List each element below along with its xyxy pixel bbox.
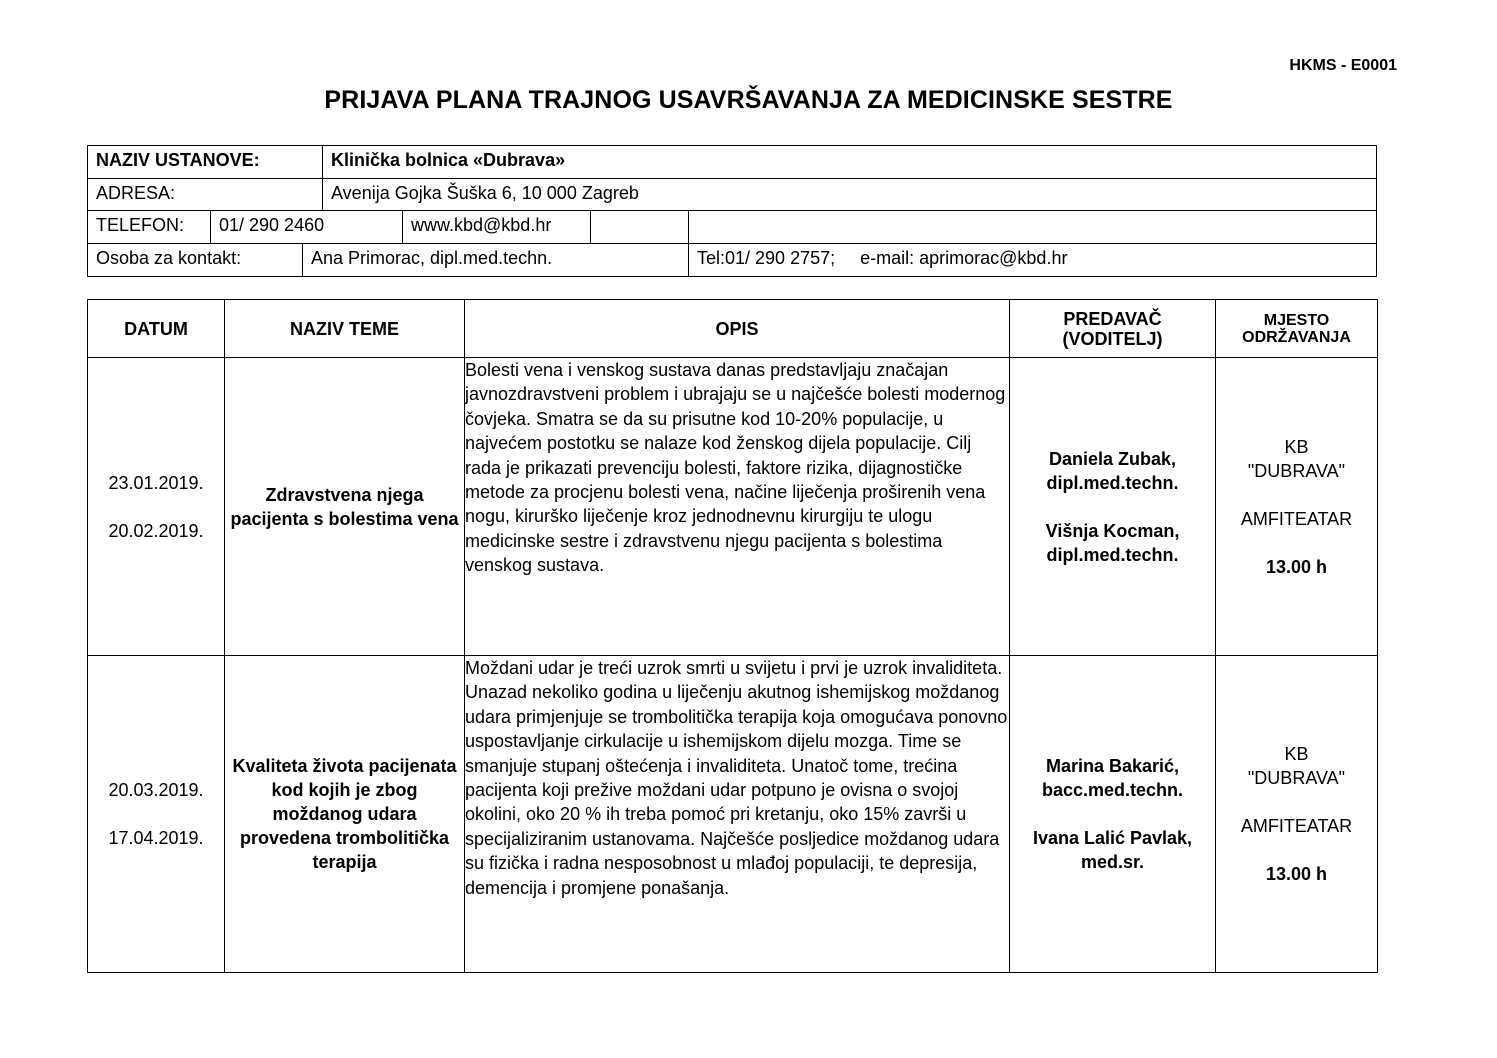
phone-row [88, 211, 1376, 244]
row-date: 17.04.2019. [108, 828, 204, 848]
venue-room: AMFITEATAR [1240, 816, 1353, 836]
contact-name: Ana Primorac, dipl.med.techn. [303, 244, 689, 277]
web-value: www.kbd@kbd.hr [403, 211, 591, 243]
row-venue [1216, 358, 1378, 656]
phone-value: 01/ 290 2460 [211, 211, 403, 243]
lecturer-name: Marina Bakarić, [1045, 756, 1180, 776]
contact-label: Osoba za kontakt: [88, 244, 303, 277]
form-code: HKMS - E0001 [1289, 57, 1397, 74]
row-topic: Kvaliteta života pacijenata kod kojih je zbog moždanog udara provedena trombolitička terapija [225, 656, 465, 973]
venue-line2: "DUBRAVA" [1247, 768, 1346, 788]
address-row [88, 179, 1376, 212]
row-lecturers [1010, 656, 1216, 973]
address-label: ADRESA: [88, 179, 323, 211]
institution-info-box [87, 145, 1377, 277]
institution-name-label: NAZIV USTANOVE: [88, 146, 323, 178]
lecturer-title: dipl.med.techn. [1046, 472, 1179, 493]
lecturer-title: dipl.med.techn. [1046, 544, 1179, 565]
address-value: Avenija Gojka Šuška 6, 10 000 Zagreb [331, 182, 639, 203]
page-title: PRIJAVA PLANA TRAJNOG USAVRŠAVANJA ZA MEDICINSKE SESTRE [324, 86, 1173, 114]
phone-label: TELEFON: [88, 211, 211, 243]
institution-name-row [88, 146, 1376, 179]
phone-row-blank [689, 211, 1376, 243]
row-dates [88, 656, 225, 973]
row-venue [1216, 656, 1378, 973]
lecturer-title: med.sr. [1080, 852, 1145, 872]
header-venue [1216, 300, 1378, 358]
education-plan-table [87, 299, 1378, 973]
header-lecturer-line2: (VODITELJ) [1062, 328, 1163, 349]
lecturer-name: Daniela Zubak, [1048, 448, 1177, 469]
lecturer-name: Ivana Lalić Pavlak, [1032, 828, 1193, 848]
header-lecturer-line1: PREDAVAČ [1063, 308, 1162, 329]
contact-row [88, 244, 1376, 277]
institution-name-value: Klinička bolnica «Dubrava» [331, 150, 566, 170]
venue-time: 13.00 h [1265, 864, 1328, 884]
row-description: Moždani udar je treći uzrok smrti u svijetu i prvi je uzrok invaliditeta. Unazad nekoliko godina u liječenju akutnog ishemijskog moždanog udara primjenjuje se trombolitička terapija koja omogućava ponovno uspostavljanje cirkulacije u ishemijskom dijelu mozga. Time se smanjuje stupanj oštećenja i invaliditeta. Unatoč tome, trećina pacijenta koji preživе moždani udar potpuno je ovisna o svojoj okolini, oko 20 % ih treba pomoć pri kretanju, oko 15% završi u specijaliziranim ustanovama. Najčešće posljedice moždanog udara su fizička i radna nesposobnost u mlađoj populaciji, te depresija, demencija i promjene ponašanja. [465, 656, 1010, 973]
row-dates [88, 358, 225, 656]
header-venue-line2: ODRŽAVANJA [1242, 328, 1351, 346]
venue-line1: KB [1284, 436, 1309, 457]
venue-time: 13.00 h [1265, 556, 1328, 577]
venue-room: AMFITEATAR [1240, 508, 1353, 529]
contact-details: Tel:01/ 290 2757; e-mail: aprimorac@kbd.hr [697, 247, 1068, 268]
header-description: OPIS [465, 300, 1010, 358]
table-row [88, 358, 1378, 656]
row-topic: Zdravstvena njega pacijenta s bolestima vena [225, 358, 465, 656]
row-date: 20.02.2019. [108, 520, 204, 541]
header-venue-line1: MJESTO [1263, 311, 1330, 329]
table-row [88, 656, 1378, 973]
header-topic: NAZIV TEME [225, 300, 465, 358]
venue-line1: KB [1284, 744, 1309, 764]
header-date: DATUM [88, 300, 225, 358]
phone-row-empty-cell [591, 211, 689, 243]
lecturer-name: Višnja Kocman, [1045, 520, 1180, 541]
venue-line2: "DUBRAVA" [1247, 460, 1346, 481]
table-header-row [88, 300, 1378, 358]
row-date: 20.03.2019. [108, 780, 204, 800]
lecturer-title: bacc.med.techn. [1041, 780, 1184, 800]
row-lecturers [1010, 358, 1216, 656]
row-description: Bolesti vena i venskog sustava danas predstavljaju značajan javnozdravstveni problem i ubrajaju se u najčešće bolesti modernog čovjeka. Smatra se da su prisutne kod 10-20% populacije, u najvećem postotku se nalaze kod ženskog dijela populacije. Cilj rada je prikazati prevenciju bolesti, faktore rizika, dijagnostičke metode za procjenu bolesti vena, načine liječenja proširenih vena nogu, kirurško liječenje kroz jednodnevnu kirurgiju te ulogu medicinske sestre i zdravstvenu njegu pacijenta s bolestima venskog sustava. [465, 358, 1010, 656]
header-lecturer [1010, 300, 1216, 358]
row-date: 23.01.2019. [108, 472, 204, 493]
